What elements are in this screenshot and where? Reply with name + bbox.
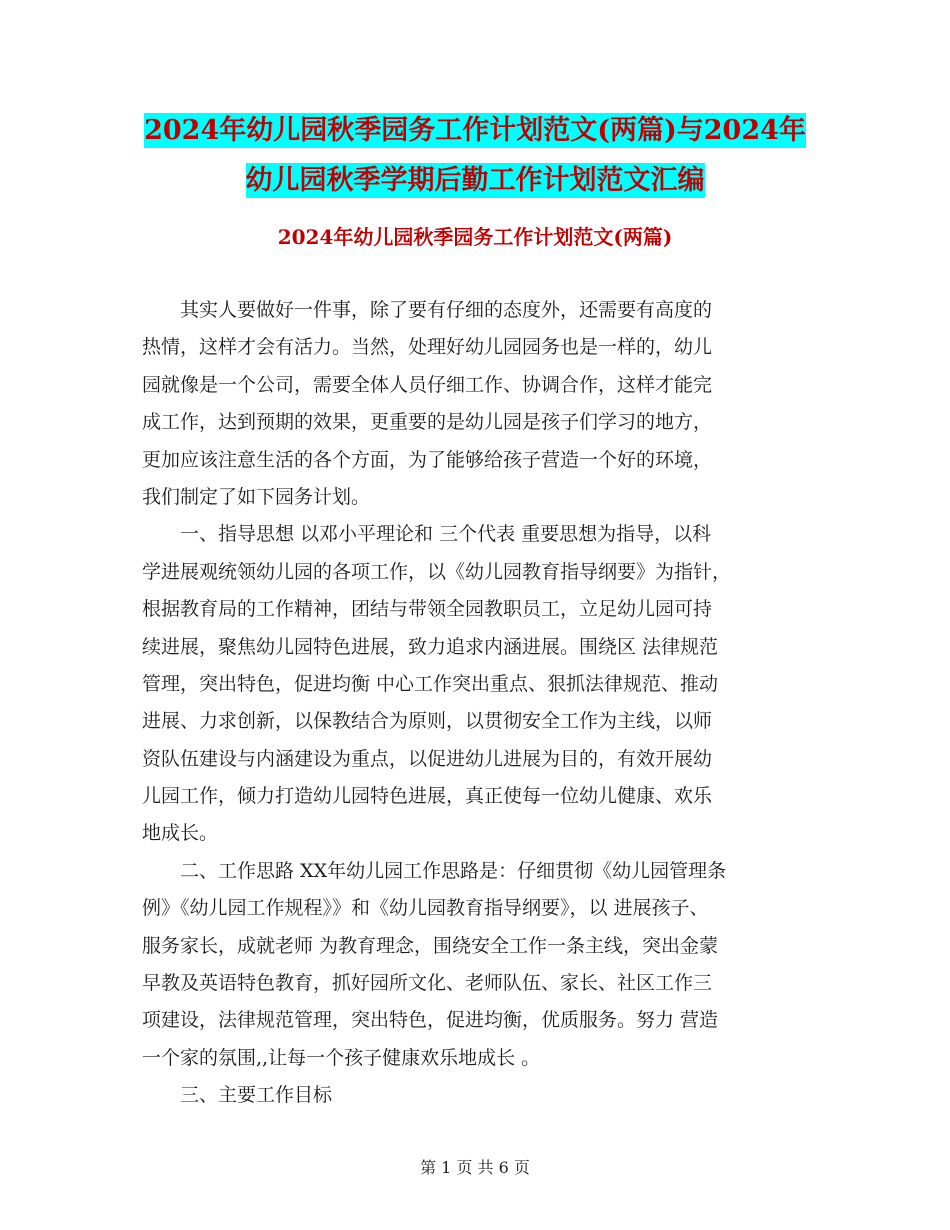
text-line: 更加应该注意生活的各个方面，为了能够给孩子营造一个好的环境， (142, 448, 713, 471)
paragraph (142, 1077, 812, 1114)
document-title (140, 106, 810, 206)
text-line: 三、主要工作目标 (142, 1084, 333, 1107)
text-line: 一、指导思想 以邓小平理论和 三个代表 重要思想为指导，以科 (142, 523, 712, 546)
text-line: 续进展，聚焦幼儿园特色进展，致力追求内涵进展。围绕区 法律规范 (142, 635, 719, 658)
text-line: 儿园工作，倾力打造幼儿园特色进展，真正使每一位幼儿健康、欢乐 (142, 785, 713, 808)
title-line-2: 幼儿园秋季学期后勤工作计划范文汇编 (245, 165, 705, 196)
text-line: 其实人要做好一件事，除了要有仔细的态度外，还需要有高度的 (142, 299, 713, 321)
text-line: 进展、力求创新，以保教结合为原则，以贯彻安全工作为主线，以师 (142, 710, 713, 733)
text-line: 一个家的氛围,,让每一个孩子健康欢乐地成长 。 (142, 1046, 541, 1069)
text-line: 我们制定了如下园务计划。 (142, 485, 371, 508)
text-line: 例》《幼儿园工作规程》》和《幼儿园教育指导纲要》，以 进展孩子、 (142, 897, 709, 920)
text-line: 地成长。 (142, 822, 219, 845)
title-line-1: 2024年幼儿园秋季园务工作计划范文(两篇)与2024年 (144, 115, 806, 146)
text-line: 园就像是一个公司，需要全体人员仔细工作、协调合作，这样才能完 (142, 373, 713, 396)
text-line: 成工作，达到预期的效果，更重要的是幼儿园是孩子们学习的地方， (142, 411, 713, 434)
text-line: 根据教育局的工作精神，团结与带领全园教职员工，立足幼儿园可持 (142, 598, 713, 621)
text-line: 服务家长，成就老师 为教育理念，围绕安全工作一条主线，突出金蒙 (142, 934, 719, 957)
text-line: 资队伍建设与内涵建设为重点，以促进幼儿进展为目的，有效开展幼 (142, 747, 713, 770)
document-body (142, 292, 812, 1115)
text-line: 早教及英语特色教育，抓好园所文化、老师队伍、家长、社区工作三 (142, 972, 713, 995)
paragraph (142, 853, 812, 1077)
section-title: 2024年幼儿园秋季园务工作计划范文(两篇) (277, 225, 673, 249)
paragraph (142, 292, 812, 516)
text-line: 项建设，法律规范管理，突出特色，促进均衡，优质服务。努力 营造 (142, 1009, 719, 1032)
text-line: 管理，突出特色，促进均衡 中心工作突出重点、狠抓法律规范、推动 (142, 672, 719, 695)
page-footer: 第 1 页 共 6 页 (420, 1158, 530, 1177)
paragraph (142, 516, 812, 853)
text-line: 学进展观统领幼儿园的各项工作，以《幼儿园教育指导纲要》为指针， (142, 560, 732, 583)
text-line: 热情，这样才会有活力。当然，处理好幼儿园园务也是一样的，幼儿 (142, 336, 713, 359)
text-line: 二、工作思路 XX年幼儿园工作思路是：仔细贯彻《幼儿园管理条 (142, 859, 727, 882)
